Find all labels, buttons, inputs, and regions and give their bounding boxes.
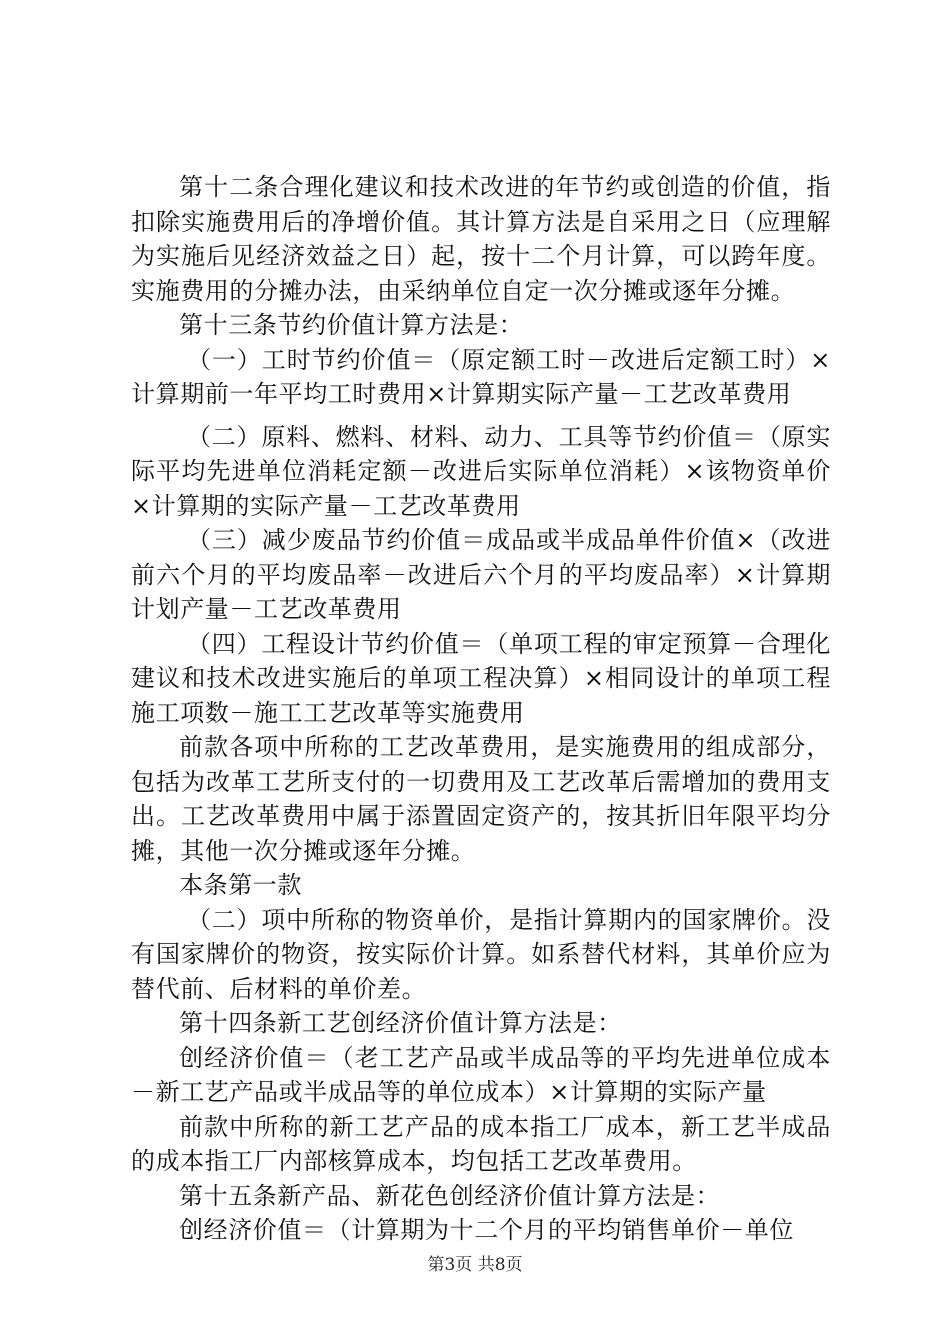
paragraph-new-process-formula: 创经济价值＝（老工艺产品或半成品等的平均先进单位成本－新工艺产品或半成品等的单位成本）×计算期的实际产量	[131, 1043, 831, 1106]
paragraph-unit-price-note: （二）项中所称的物资单价，是指计算期内的国家牌价。没有国家牌价的物资，按实际价计算。如系替代材料，其单价应为替代前、后材料的单价差。	[131, 905, 831, 1003]
paragraph-item-2: （二）原料、燃料、材料、动力、工具等节约价值＝（原实际平均先进单位消耗定额－改进后实际单位消耗）×该物资单价×计算期的实际产量－工艺改革费用	[131, 422, 831, 520]
page-number-footer: 第3页 共8页	[427, 1255, 523, 1275]
paragraph-item-4: （四）工程设计节约价值＝（单项工程的审定预算－合理化建议和技术改进实施后的单项工程决算）×相同设计的单项工程施工项数－施工工艺改革等实施费用	[131, 629, 831, 727]
paragraph-article-13-heading: 第十三条节约价值计算方法是：	[179, 311, 524, 339]
paragraph-item-1: （一）工时节约价值＝（原定额工时－改进后定额工时）×计算期前一年平均工时费用×计算期实际产量－工艺改革费用	[131, 345, 831, 408]
paragraph-new-process-cost-note: 前款中所称的新工艺产品的成本指工厂成本，新工艺半成品的成本指工厂内部核算成本，均包括工艺改革费用。	[131, 1112, 831, 1175]
paragraph-process-cost-note: 前款各项中所称的工艺改革费用，是实施费用的组成部分，包括为改革工艺所支付的一切费用及工艺改革后需增加的费用支出。工艺改革费用中属于添置固定资产的，按其折旧年限平均分摊，其他一次分摊或逐年分摊。	[131, 733, 831, 865]
paragraph-item-3: （三）减少废品节约价值＝成品或半成品单件价值×（改进前六个月的平均废品率－改进后六个月的平均废品率）×计算期计划产量－工艺改革费用	[131, 526, 831, 623]
paragraph-new-product-formula: 创经济价值＝（计算期为十二个月的平均销售单价－单位	[179, 1216, 794, 1244]
document-body	[131, 170, 831, 1248]
paragraph-article-12: 第十二条合理化建议和技术改进的年节约或创造的价值，指扣除实施费用后的净增价值。其计算方法是自采用之日（应理解为实施后见经济效益之日）起，按十二个月计算，可以跨年度。实施费用的分摊办法，由采纳单位自定一次分摊或逐年分摊。	[131, 173, 831, 305]
paragraph-article-14-heading: 第十四条新工艺创经济价值计算方法是：	[179, 1009, 622, 1037]
paragraph-clause-reference: 本条第一款	[179, 871, 302, 899]
paragraph-article-15-heading: 第十五条新产品、新花色创经济价值计算方法是：	[179, 1181, 721, 1210]
